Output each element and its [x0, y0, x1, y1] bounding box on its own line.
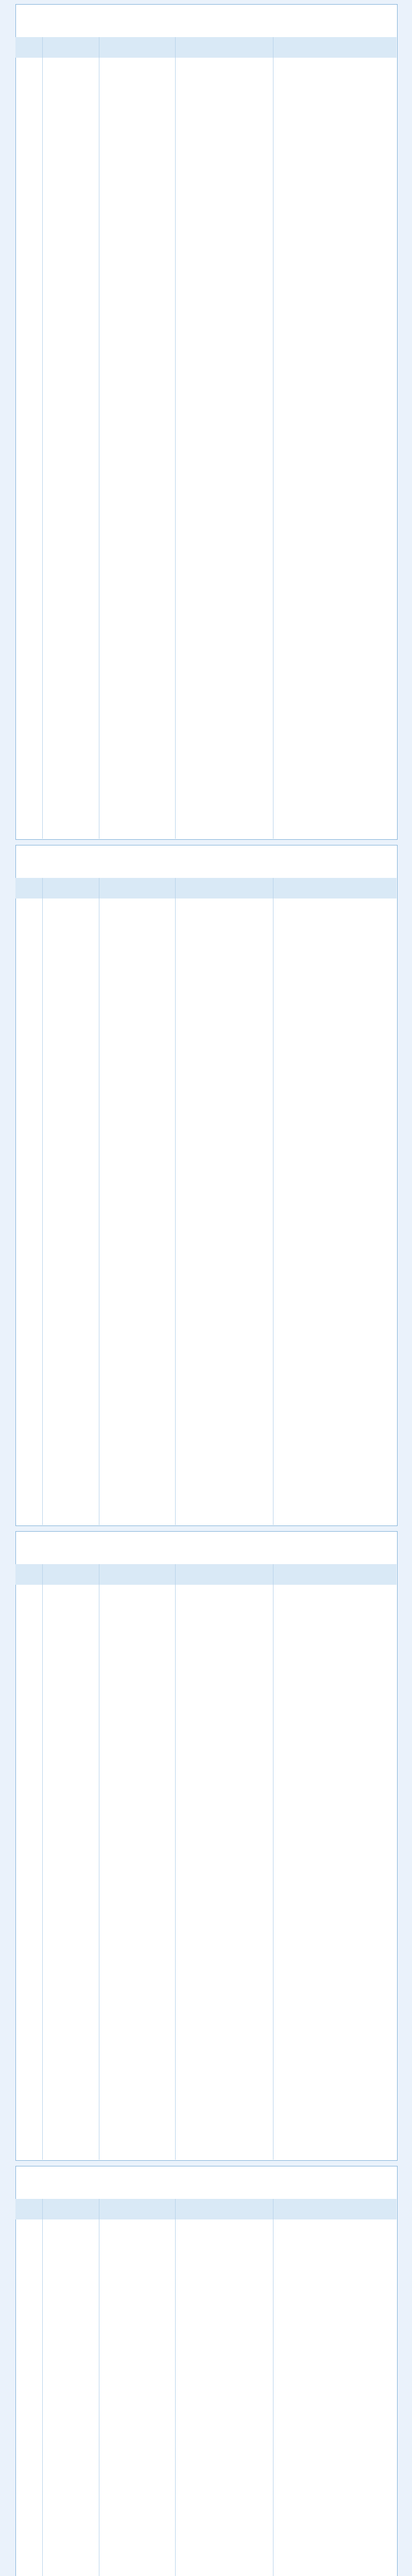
column-divider: [175, 37, 176, 839]
section-4-table: [15, 2199, 397, 2576]
section-2-table: [15, 878, 397, 1525]
column-divider: [42, 2199, 43, 2576]
col-header: [42, 1564, 99, 1585]
section-1-title: [15, 4, 397, 37]
col-header: [175, 878, 273, 899]
col-header: [273, 2199, 397, 2219]
section-1-table: [15, 37, 397, 839]
section-2-title: [15, 845, 397, 878]
col-header: [175, 2199, 273, 2219]
column-divider: [175, 1564, 176, 2160]
col-header: [99, 2199, 176, 2219]
column-divider: [42, 1564, 43, 2160]
col-header: [273, 878, 397, 899]
col-header: [175, 37, 273, 58]
col-header: [15, 37, 43, 58]
column-divider: [42, 37, 43, 839]
col-header: [15, 1564, 43, 1585]
col-header: [99, 37, 176, 58]
section-3-title: [15, 1531, 397, 1564]
col-header: [15, 2199, 43, 2219]
col-header: [273, 1564, 397, 1585]
col-header: [42, 2199, 99, 2219]
section-4-title: [15, 2166, 397, 2199]
col-header: [99, 1564, 176, 1585]
col-header: [15, 878, 43, 899]
col-header: [175, 1564, 273, 1585]
col-header: [273, 37, 397, 58]
column-divider: [175, 878, 176, 1525]
section-3-table: [15, 1564, 397, 2160]
column-divider: [42, 878, 43, 1525]
col-header: [99, 878, 176, 899]
col-header: [42, 878, 99, 899]
column-divider: [175, 2199, 176, 2576]
col-header: [42, 37, 99, 58]
